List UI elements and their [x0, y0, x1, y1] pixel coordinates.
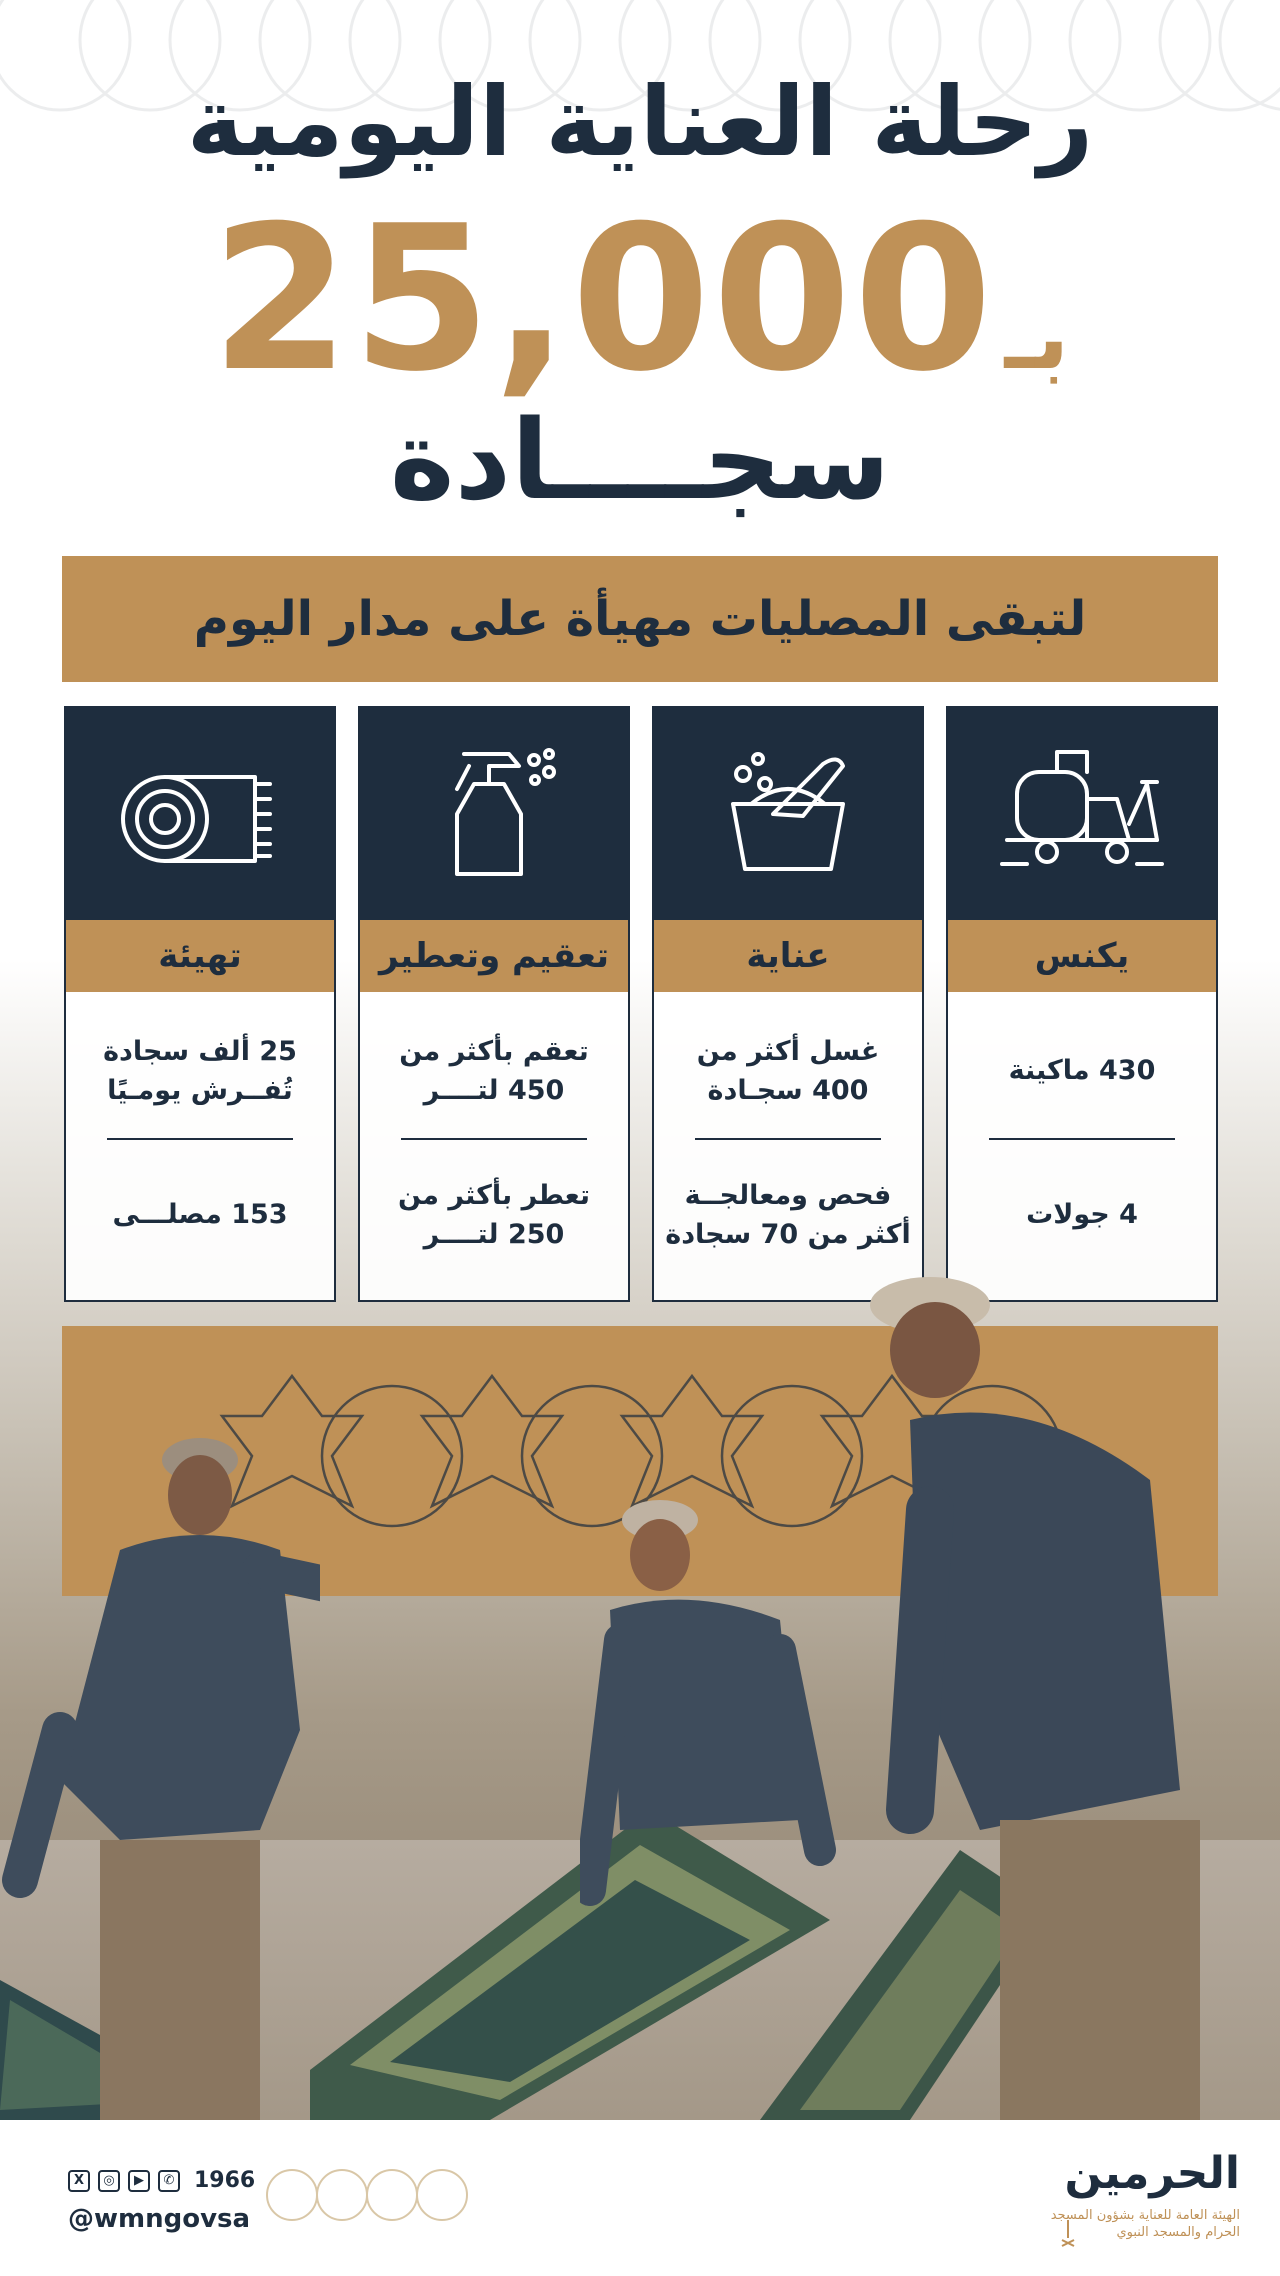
- stat-divider: [107, 1138, 293, 1140]
- card-stat: 430 ماكينة: [1008, 1055, 1156, 1087]
- card-stat: 153 مصلـــى: [112, 1199, 288, 1231]
- card-stat: تعطر بأكثر من 250 لتــــر: [397, 1179, 591, 1250]
- whatsapp-icon[interactable]: ✆: [158, 2170, 180, 2192]
- card-body: [66, 992, 334, 1300]
- service-cards: [62, 706, 1218, 1302]
- card-body: [360, 992, 628, 1300]
- x-icon[interactable]: X: [68, 2170, 90, 2192]
- card-heading: تعقيم وتعطير: [360, 920, 628, 992]
- footer-decorative-pattern: [262, 2160, 482, 2230]
- title-number-row: [0, 183, 1280, 416]
- sweeper-machine-icon: [997, 744, 1167, 884]
- card-body: [654, 992, 922, 1300]
- social-handle[interactable]: @wmngovsa: [68, 2204, 251, 2234]
- card-preparation: [64, 706, 336, 1302]
- stat-divider: [989, 1138, 1175, 1140]
- card-stat: فحص ومعالجــة أكثر من 70 سجادة: [665, 1179, 911, 1250]
- rolled-carpet-icon: [115, 744, 285, 884]
- card-body: [948, 992, 1216, 1300]
- card-heading: عناية: [654, 920, 922, 992]
- youtube-icon[interactable]: ▶: [128, 2170, 150, 2192]
- carpet-count-number: 25,000: [210, 183, 995, 416]
- title-line-1: رحلة العناية اليومية: [186, 66, 1094, 178]
- card-sweeping: [946, 706, 1218, 1302]
- spray-bottle-icon: [409, 744, 579, 884]
- card-stat: 25 ألف سجادة تُفــرش يومـيًا: [103, 1035, 297, 1106]
- card-stat: 4 جولات: [1026, 1199, 1138, 1231]
- stat-divider: [695, 1138, 881, 1140]
- card-sanitizing: [358, 706, 630, 1302]
- card-icon-area: [948, 708, 1216, 920]
- worker-left: [0, 1400, 320, 2120]
- title-prefix: بـ: [1004, 285, 1070, 390]
- card-icon-area: [360, 708, 628, 920]
- washing-basin-icon: [703, 744, 873, 884]
- subtitle-banner: [62, 556, 1218, 682]
- logo-name: الحرمين: [1064, 2148, 1240, 2199]
- card-icon-area: [66, 708, 334, 920]
- stat-divider: [401, 1138, 587, 1140]
- emblem-icon: [1060, 2218, 1076, 2248]
- card-care: [652, 706, 924, 1302]
- card-heading: تهيئة: [66, 920, 334, 992]
- subtitle-text: لتبقى المصليات مهيأة على مدار اليوم: [193, 591, 1087, 647]
- social-links: [68, 2168, 255, 2193]
- card-icon-area: [654, 708, 922, 920]
- card-stat: غسل أكثر من 400 سجـادة: [696, 1035, 880, 1106]
- instagram-icon[interactable]: ◎: [98, 2170, 120, 2192]
- contact-number: 1966: [194, 2168, 256, 2193]
- worker-right: [850, 1270, 1280, 2120]
- title-line-3: سجــــادة: [389, 396, 891, 524]
- card-stat: تعقم بأكثر من 450 لتــــر: [399, 1035, 589, 1106]
- footer: [0, 2120, 1280, 2276]
- logo-subtitle: الهيئة العامة للعناية بشؤون المسجد الحرام والمسجد النبوي: [1050, 2208, 1240, 2240]
- card-heading: يكنس: [948, 920, 1216, 992]
